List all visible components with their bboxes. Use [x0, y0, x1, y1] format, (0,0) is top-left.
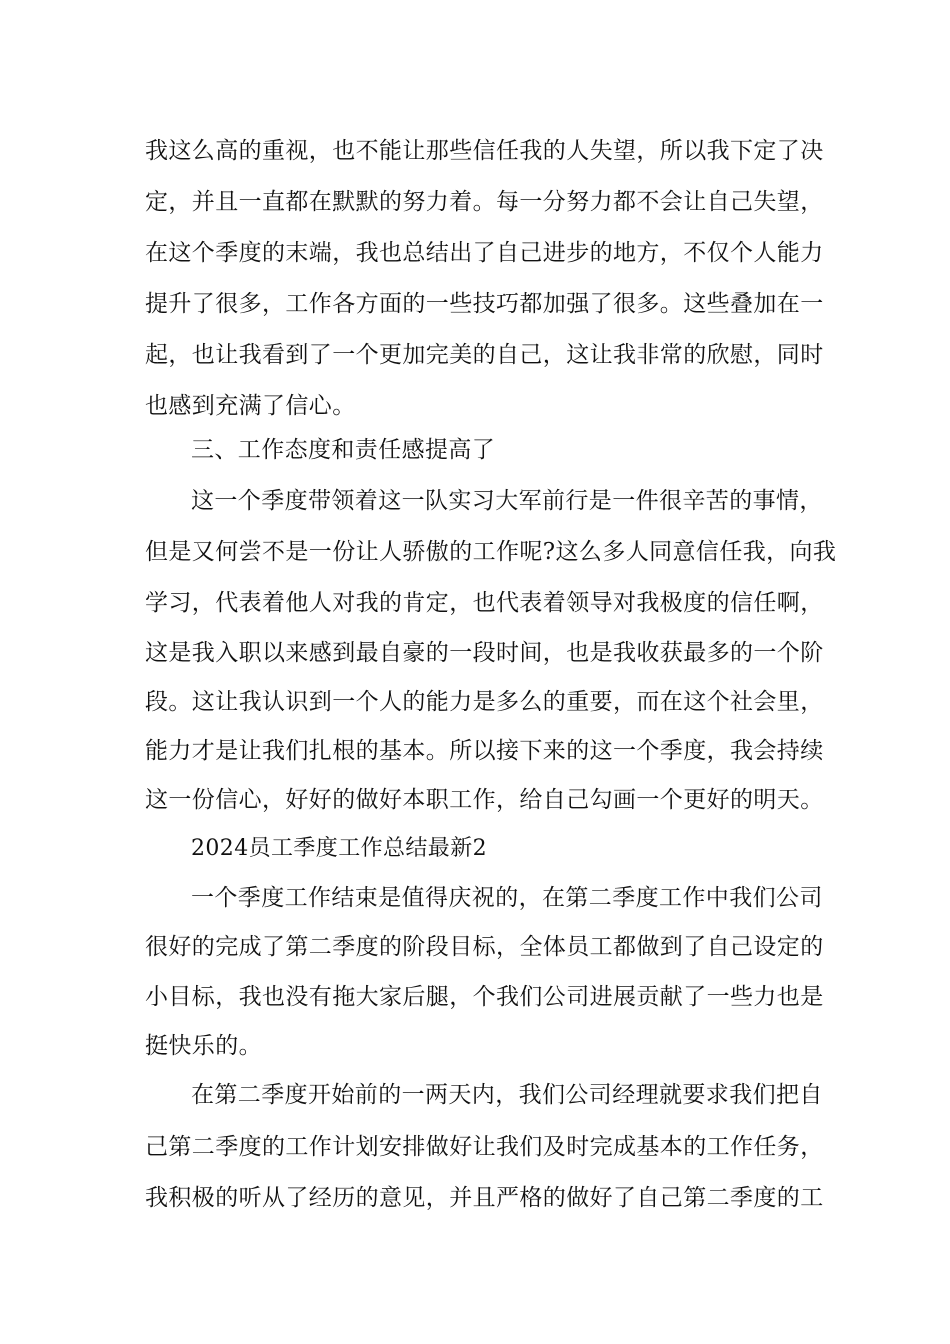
paragraph-line: 能力才是让我们扎根的基本。所以接下来的这一个季度，我会持续	[145, 738, 824, 764]
paragraph-line: 挺快乐的。	[145, 1033, 262, 1059]
paragraph-line: 但是又何尝不是一份让人骄傲的工作呢?这么多人同意信任我，向我	[145, 539, 837, 565]
section-heading: 三、工作态度和责任感提高了	[191, 437, 496, 463]
paragraph-line: 也感到充满了信心。	[145, 393, 356, 419]
paragraph-line: 这是我入职以来感到最自豪的一段时间，也是我收获最多的一个阶	[145, 640, 824, 666]
paragraph-line: 定，并且一直都在默默的努力着。每一分努力都不会让自己失望，	[145, 189, 824, 215]
paragraph-line: 学习，代表着他人对我的肯定，也代表着领导对我极度的信任啊，	[145, 590, 824, 616]
paragraph-line: 在第二季度开始前的一两天内，我们公司经理就要求我们把自	[191, 1082, 823, 1108]
paragraph-line: 段。这让我认识到一个人的能力是多么的重要，而在这个社会里，	[145, 689, 824, 715]
article-title: 2024员工季度工作总结最新2	[191, 836, 487, 861]
paragraph-line: 很好的完成了第二季度的阶段目标，全体员工都做到了自己设定的	[145, 934, 824, 960]
paragraph-line: 这一个季度带领着这一队实习大军前行是一件很辛苦的事情，	[191, 488, 823, 514]
paragraph-line: 一个季度工作结束是值得庆祝的，在第二季度工作中我们公司	[191, 885, 823, 911]
paragraph-line: 在这个季度的末端，我也总结出了自己进步的地方，不仅个人能力	[145, 240, 824, 266]
paragraph-line: 提升了很多，工作各方面的一些技巧都加强了很多。这些叠加在一	[145, 291, 824, 317]
paragraph-line: 起，也让我看到了一个更加完美的自己，这让我非常的欣慰，同时	[145, 342, 824, 368]
paragraph-line: 我积极的听从了经历的意见，并且严格的做好了自己第二季度的工	[145, 1185, 824, 1211]
paragraph-line: 小目标，我也没有拖大家后腿，个我们公司进展贡献了一些力也是	[145, 984, 824, 1010]
paragraph-line: 己第二季度的工作计划安排做好让我们及时完成基本的工作任务，	[145, 1134, 824, 1160]
paragraph-line: 这一份信心，好好的做好本职工作，给自己勾画一个更好的明天。	[145, 787, 824, 813]
paragraph-line: 我这么高的重视，也不能让那些信任我的人失望，所以我下定了决	[145, 138, 824, 164]
